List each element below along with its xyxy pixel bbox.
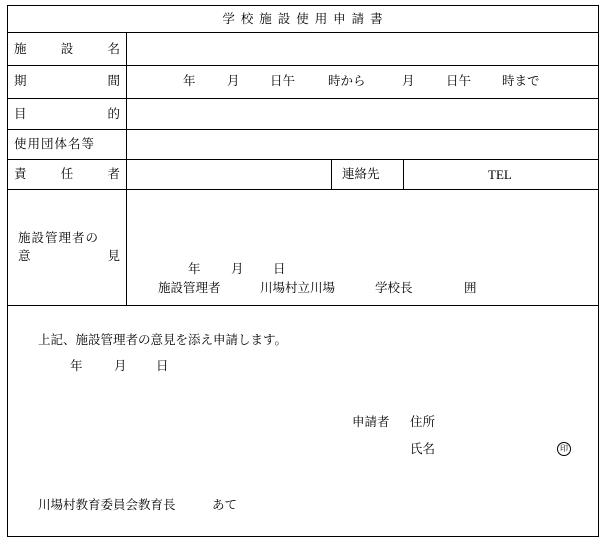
label-text: 使用団体名等 [14,136,96,151]
period-month-unit: 月 [227,73,240,88]
opinion-label-line2 [18,250,120,263]
addressee: 川場村教育委員会教育長 [38,497,176,512]
label-char: 者 [107,166,120,181]
row-divider [8,305,598,306]
form-title: 学 校 施 設 使 用 申 請 書 [222,11,384,26]
addressee-suffix: あて [212,497,238,512]
manager-label: 施設管理者 [158,280,221,295]
application-month-unit: 月 [114,358,127,373]
principal-seal-mark: 囲 [464,280,477,295]
label-char: 見 [107,248,120,263]
period-label [14,75,120,88]
purpose-label [14,108,120,121]
period-end-day-unit: 日午 [446,73,472,88]
seal-mark: 印 [557,442,571,456]
label-char: 責 [14,166,27,181]
opinion-day-unit: 日 [273,261,286,276]
label-char: 間 [107,73,120,88]
application-form [7,5,599,537]
opinion-field[interactable] [128,190,598,260]
period-end-month-unit: 月 [402,73,415,88]
label-column-divider [126,32,127,305]
name-label: 氏名 [410,441,436,456]
period-day-unit: 日午 [270,73,296,88]
address-field[interactable] [444,410,594,434]
label-char: 期 [14,73,27,88]
label-char: 意 [18,248,31,263]
label-char: 任 [60,166,74,181]
label-char: 設 [60,41,74,56]
period-from-unit: 時から [328,73,366,88]
contact-column-divider [331,159,332,189]
application-year-unit: 年 [70,358,83,373]
label-char: 施 [14,41,27,56]
period-until-unit: 時まで [502,73,540,88]
name-field[interactable] [444,437,554,461]
principal-label: 学校長 [375,280,413,295]
opinion-year-unit: 年 [188,261,201,276]
period-year-unit: 年 [183,73,196,88]
applicant-label: 申請者 [352,414,390,429]
organization-label [14,138,120,151]
responsible-field[interactable] [128,160,330,188]
facility-name-label [14,43,120,56]
opinion-label-line1: 施設管理者の [18,230,100,245]
contact-label: 連絡先 [342,166,380,181]
tel-label: TEL [488,167,512,182]
label-char: 的 [107,106,120,121]
label-char: 目 [14,106,27,121]
purpose-field[interactable] [128,99,598,128]
opinion-month-unit: 月 [231,261,244,276]
address-label: 住所 [410,414,436,429]
facility-name-field[interactable] [128,33,598,64]
tel-column-divider [403,159,404,189]
responsible-label [14,168,120,181]
label-char: 名 [107,41,120,56]
tel-field[interactable] [405,160,598,188]
application-day-unit: 日 [156,358,169,373]
school-name: 川場村立川場 [260,280,336,295]
application-statement: 上記、施設管理者の意見を添え申請します。 [38,332,288,347]
organization-field[interactable] [128,130,598,158]
